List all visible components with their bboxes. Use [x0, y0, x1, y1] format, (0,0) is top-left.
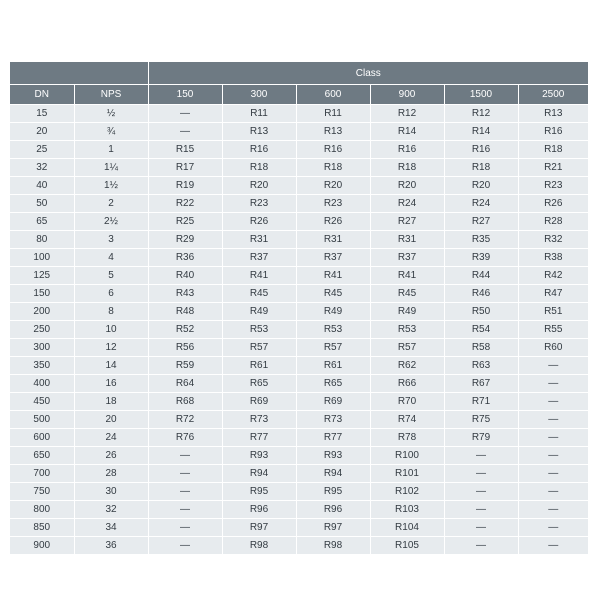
table-row — [10, 267, 588, 285]
cell-class-2500: R23 — [518, 177, 588, 195]
cell-class-900: R105 — [370, 537, 444, 555]
cell-class-600: R61 — [296, 357, 370, 375]
cell-class-1500: — — [444, 465, 518, 483]
table-row — [10, 231, 588, 249]
table-row — [10, 123, 588, 141]
table-row — [10, 339, 588, 357]
cell-class-900: R20 — [370, 177, 444, 195]
cell-class-150: R22 — [148, 195, 222, 213]
cell-class-1500: R27 — [444, 213, 518, 231]
cell-class-2500: R28 — [518, 213, 588, 231]
cell-nps: 30 — [74, 483, 148, 501]
cell-class-300: R53 — [222, 321, 296, 339]
cell-class-2500: R26 — [518, 195, 588, 213]
cell-nps: 12 — [74, 339, 148, 357]
cell-nps: 1¼ — [74, 159, 148, 177]
cell-class-600: R57 — [296, 339, 370, 357]
cell-class-300: R57 — [222, 339, 296, 357]
cell-class-1500: R79 — [444, 429, 518, 447]
cell-class-600: R94 — [296, 465, 370, 483]
cell-class-2500: R42 — [518, 267, 588, 285]
cell-dn: 750 — [10, 483, 74, 501]
cell-class-2500: — — [518, 483, 588, 501]
cell-class-600: R41 — [296, 267, 370, 285]
cell-class-600: R31 — [296, 231, 370, 249]
cell-nps: 18 — [74, 393, 148, 411]
cell-class-300: R11 — [222, 105, 296, 123]
cell-class-1500: — — [444, 501, 518, 519]
cell-class-1500: R12 — [444, 105, 518, 123]
cell-nps: 14 — [74, 357, 148, 375]
cell-class-2500: R13 — [518, 105, 588, 123]
cell-class-600: R18 — [296, 159, 370, 177]
cell-class-600: R98 — [296, 537, 370, 555]
cell-nps: 16 — [74, 375, 148, 393]
cell-class-150: — — [148, 105, 222, 123]
cell-dn: 250 — [10, 321, 74, 339]
cell-class-300: R98 — [222, 537, 296, 555]
table-row — [10, 357, 588, 375]
table-row — [10, 177, 588, 195]
cell-class-150: R64 — [148, 375, 222, 393]
cell-class-1500: R67 — [444, 375, 518, 393]
cell-class-2500: R38 — [518, 249, 588, 267]
cell-class-2500: — — [518, 519, 588, 537]
cell-dn: 650 — [10, 447, 74, 465]
cell-class-150: R68 — [148, 393, 222, 411]
cell-class-2500: — — [518, 357, 588, 375]
column-header-class-300: 300 — [222, 85, 296, 105]
cell-class-900: R24 — [370, 195, 444, 213]
cell-dn: 500 — [10, 411, 74, 429]
cell-nps: 24 — [74, 429, 148, 447]
cell-class-900: R16 — [370, 141, 444, 159]
cell-class-2500: R16 — [518, 123, 588, 141]
ring-joint-table — [10, 62, 588, 554]
cell-class-900: R62 — [370, 357, 444, 375]
cell-class-900: R103 — [370, 501, 444, 519]
cell-class-900: R37 — [370, 249, 444, 267]
cell-dn: 800 — [10, 501, 74, 519]
cell-class-300: R26 — [222, 213, 296, 231]
cell-class-600: R65 — [296, 375, 370, 393]
cell-class-2500: — — [518, 393, 588, 411]
cell-dn: 80 — [10, 231, 74, 249]
column-header-class-600: 600 — [296, 85, 370, 105]
table-row — [10, 321, 588, 339]
table-row — [10, 375, 588, 393]
cell-dn: 150 — [10, 285, 74, 303]
table-header — [10, 62, 588, 105]
cell-class-2500: R32 — [518, 231, 588, 249]
cell-class-600: R95 — [296, 483, 370, 501]
cell-nps: 6 — [74, 285, 148, 303]
table-row — [10, 501, 588, 519]
cell-class-600: R16 — [296, 141, 370, 159]
table-row — [10, 141, 588, 159]
cell-class-300: R18 — [222, 159, 296, 177]
cell-class-300: R13 — [222, 123, 296, 141]
cell-dn: 65 — [10, 213, 74, 231]
cell-class-150: R15 — [148, 141, 222, 159]
cell-class-300: R94 — [222, 465, 296, 483]
cell-class-600: R45 — [296, 285, 370, 303]
cell-nps: 2½ — [74, 213, 148, 231]
cell-class-300: R69 — [222, 393, 296, 411]
table-row — [10, 213, 588, 231]
cell-class-2500: R18 — [518, 141, 588, 159]
cell-dn: 350 — [10, 357, 74, 375]
cell-class-600: R53 — [296, 321, 370, 339]
cell-class-1500: R35 — [444, 231, 518, 249]
cell-class-150: R48 — [148, 303, 222, 321]
cell-class-150: R19 — [148, 177, 222, 195]
cell-class-2500: R51 — [518, 303, 588, 321]
cell-class-900: R12 — [370, 105, 444, 123]
cell-class-1500: R18 — [444, 159, 518, 177]
cell-class-900: R66 — [370, 375, 444, 393]
cell-class-2500: — — [518, 447, 588, 465]
cell-class-300: R20 — [222, 177, 296, 195]
cell-class-2500: — — [518, 375, 588, 393]
cell-class-300: R16 — [222, 141, 296, 159]
column-header-class-2500: 2500 — [518, 85, 588, 105]
cell-class-2500: R55 — [518, 321, 588, 339]
cell-dn: 15 — [10, 105, 74, 123]
cell-class-600: R20 — [296, 177, 370, 195]
cell-class-2500: R47 — [518, 285, 588, 303]
table-row — [10, 249, 588, 267]
cell-nps: 5 — [74, 267, 148, 285]
table-row — [10, 519, 588, 537]
table-row — [10, 195, 588, 213]
column-header-row — [10, 85, 588, 105]
cell-nps: ¾ — [74, 123, 148, 141]
cell-class-1500: R63 — [444, 357, 518, 375]
cell-nps: 26 — [74, 447, 148, 465]
cell-class-2500: — — [518, 411, 588, 429]
header-blank-cell — [10, 62, 148, 85]
cell-class-150: R76 — [148, 429, 222, 447]
cell-class-1500: R44 — [444, 267, 518, 285]
cell-dn: 700 — [10, 465, 74, 483]
cell-class-150: R36 — [148, 249, 222, 267]
cell-dn: 850 — [10, 519, 74, 537]
cell-class-900: R104 — [370, 519, 444, 537]
cell-class-600: R23 — [296, 195, 370, 213]
cell-dn: 20 — [10, 123, 74, 141]
cell-nps: 4 — [74, 249, 148, 267]
cell-class-900: R53 — [370, 321, 444, 339]
cell-class-600: R11 — [296, 105, 370, 123]
column-header-class-900: 900 — [370, 85, 444, 105]
cell-class-600: R77 — [296, 429, 370, 447]
cell-dn: 50 — [10, 195, 74, 213]
table-row — [10, 285, 588, 303]
column-header-dn: DN — [10, 85, 74, 105]
cell-class-900: R18 — [370, 159, 444, 177]
cell-class-600: R69 — [296, 393, 370, 411]
cell-class-300: R37 — [222, 249, 296, 267]
cell-class-300: R73 — [222, 411, 296, 429]
table-row — [10, 447, 588, 465]
cell-class-300: R45 — [222, 285, 296, 303]
cell-class-1500: R75 — [444, 411, 518, 429]
cell-dn: 125 — [10, 267, 74, 285]
cell-nps: 1½ — [74, 177, 148, 195]
cell-class-150: — — [148, 501, 222, 519]
cell-dn: 40 — [10, 177, 74, 195]
cell-class-1500: R46 — [444, 285, 518, 303]
cell-class-900: R100 — [370, 447, 444, 465]
cell-class-900: R102 — [370, 483, 444, 501]
table-body — [10, 105, 588, 555]
table-row — [10, 483, 588, 501]
cell-class-150: R43 — [148, 285, 222, 303]
cell-class-150: R40 — [148, 267, 222, 285]
cell-class-1500: R16 — [444, 141, 518, 159]
cell-class-600: R37 — [296, 249, 370, 267]
cell-nps: 32 — [74, 501, 148, 519]
cell-dn: 600 — [10, 429, 74, 447]
cell-class-900: R45 — [370, 285, 444, 303]
cell-dn: 400 — [10, 375, 74, 393]
table-row — [10, 105, 588, 123]
cell-class-900: R31 — [370, 231, 444, 249]
cell-nps: 8 — [74, 303, 148, 321]
cell-class-300: R77 — [222, 429, 296, 447]
cell-class-600: R13 — [296, 123, 370, 141]
cell-class-600: R96 — [296, 501, 370, 519]
cell-class-300: R49 — [222, 303, 296, 321]
cell-class-900: R74 — [370, 411, 444, 429]
table-row — [10, 303, 588, 321]
cell-class-900: R27 — [370, 213, 444, 231]
cell-class-300: R93 — [222, 447, 296, 465]
cell-class-1500: — — [444, 537, 518, 555]
table-row — [10, 159, 588, 177]
table-row — [10, 537, 588, 555]
cell-class-300: R96 — [222, 501, 296, 519]
cell-class-300: R31 — [222, 231, 296, 249]
cell-nps: 28 — [74, 465, 148, 483]
cell-class-900: R101 — [370, 465, 444, 483]
cell-class-150: R59 — [148, 357, 222, 375]
cell-class-900: R57 — [370, 339, 444, 357]
class-header: Class — [148, 62, 588, 85]
cell-class-2500: — — [518, 465, 588, 483]
cell-class-1500: — — [444, 447, 518, 465]
cell-class-900: R78 — [370, 429, 444, 447]
column-header-nps: NPS — [74, 85, 148, 105]
cell-class-1500: R24 — [444, 195, 518, 213]
cell-dn: 32 — [10, 159, 74, 177]
cell-nps: 1 — [74, 141, 148, 159]
cell-class-150: — — [148, 519, 222, 537]
cell-dn: 900 — [10, 537, 74, 555]
cell-class-900: R70 — [370, 393, 444, 411]
cell-class-150: R72 — [148, 411, 222, 429]
table-row — [10, 393, 588, 411]
cell-class-1500: — — [444, 483, 518, 501]
cell-class-300: R97 — [222, 519, 296, 537]
cell-class-150: R17 — [148, 159, 222, 177]
cell-dn: 25 — [10, 141, 74, 159]
cell-class-300: R23 — [222, 195, 296, 213]
cell-class-1500: R71 — [444, 393, 518, 411]
cell-class-150: R52 — [148, 321, 222, 339]
cell-dn: 450 — [10, 393, 74, 411]
cell-class-2500: — — [518, 429, 588, 447]
cell-class-2500: R21 — [518, 159, 588, 177]
cell-nps: 2 — [74, 195, 148, 213]
cell-class-600: R73 — [296, 411, 370, 429]
cell-class-150: — — [148, 465, 222, 483]
cell-class-2500: — — [518, 501, 588, 519]
cell-class-1500: — — [444, 519, 518, 537]
cell-class-300: R95 — [222, 483, 296, 501]
cell-nps: 3 — [74, 231, 148, 249]
table-row — [10, 429, 588, 447]
cell-class-1500: R58 — [444, 339, 518, 357]
cell-dn: 200 — [10, 303, 74, 321]
cell-class-600: R49 — [296, 303, 370, 321]
cell-class-2500: R60 — [518, 339, 588, 357]
cell-dn: 100 — [10, 249, 74, 267]
cell-class-1500: R20 — [444, 177, 518, 195]
cell-nps: 36 — [74, 537, 148, 555]
table-row — [10, 411, 588, 429]
cell-class-1500: R50 — [444, 303, 518, 321]
cell-class-1500: R54 — [444, 321, 518, 339]
table-row — [10, 465, 588, 483]
cell-dn: 300 — [10, 339, 74, 357]
cell-nps: ½ — [74, 105, 148, 123]
cell-class-900: R49 — [370, 303, 444, 321]
cell-class-150: — — [148, 537, 222, 555]
column-header-class-150: 150 — [148, 85, 222, 105]
cell-class-150: — — [148, 483, 222, 501]
cell-class-300: R61 — [222, 357, 296, 375]
column-header-class-1500: 1500 — [444, 85, 518, 105]
cell-class-150: R29 — [148, 231, 222, 249]
cell-class-600: R97 — [296, 519, 370, 537]
cell-nps: 20 — [74, 411, 148, 429]
cell-class-2500: — — [518, 537, 588, 555]
cell-nps: 34 — [74, 519, 148, 537]
cell-class-150: R25 — [148, 213, 222, 231]
cell-class-300: R65 — [222, 375, 296, 393]
cell-class-150: R56 — [148, 339, 222, 357]
class-header-row — [10, 62, 588, 85]
cell-class-300: R41 — [222, 267, 296, 285]
cell-class-900: R41 — [370, 267, 444, 285]
cell-nps: 10 — [74, 321, 148, 339]
cell-class-600: R26 — [296, 213, 370, 231]
cell-class-150: — — [148, 447, 222, 465]
cell-class-600: R93 — [296, 447, 370, 465]
cell-class-900: R14 — [370, 123, 444, 141]
cell-class-1500: R39 — [444, 249, 518, 267]
cell-class-1500: R14 — [444, 123, 518, 141]
cell-class-150: — — [148, 123, 222, 141]
